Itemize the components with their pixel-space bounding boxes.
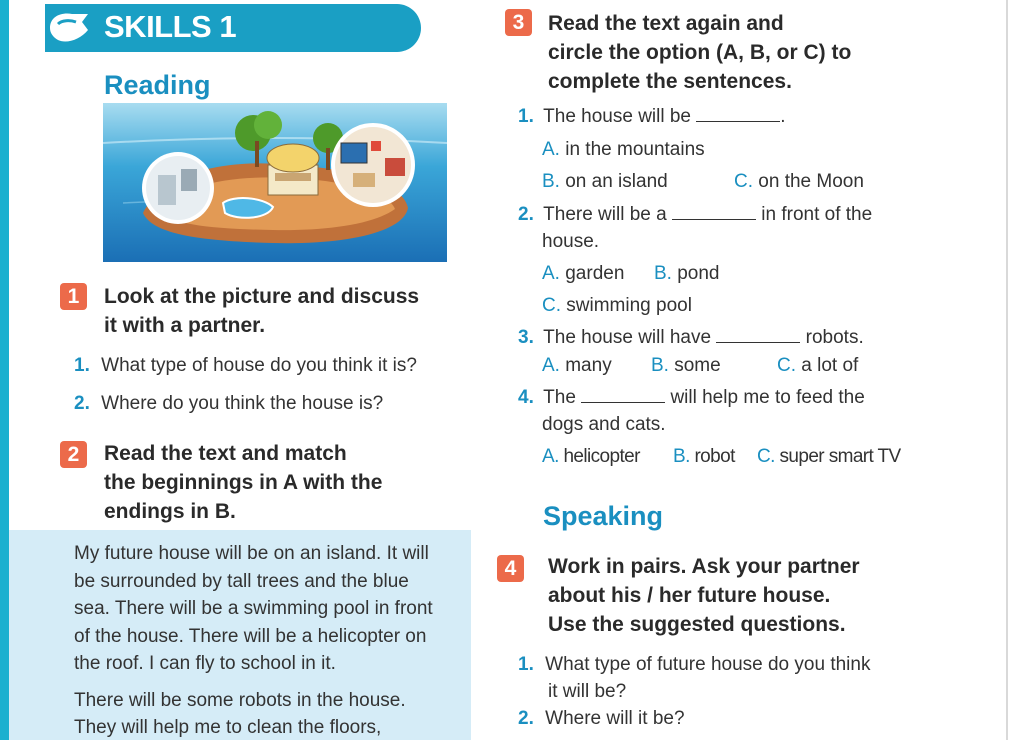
question-text: What type of future house do you think [545,654,871,675]
option [542,171,668,193]
task-4-line-1: Work in pairs. Ask your partner [548,555,860,578]
passage-line: There will be some robots in the house. [74,689,406,711]
option [542,295,692,317]
option-text: in the mountains [565,139,705,160]
task-3-badge: 3 [505,9,532,36]
island-house-illustration [103,103,447,262]
option-text: on an island [565,171,668,192]
item-text-after: robots. [805,327,864,348]
task-1-line-1: Look at the picture and discuss [104,285,420,308]
option-text: many [565,355,612,376]
task-1-line-2: it with a partner. [104,314,266,337]
question-number: 2. [518,708,534,729]
option-text: super smart TV [779,446,901,467]
question-text-continued: it will be? [548,681,627,702]
task-3-item-3 [518,327,864,349]
page-title: SKILLS 1 [104,9,237,44]
task-1-question [74,355,417,377]
item-text-before: The house will be [543,106,692,127]
reading-passage [74,540,433,742]
arrow-badge-icon [48,10,92,46]
option-letter: A. [542,263,560,284]
question-text: Where will it be? [545,708,685,729]
task-2-badge: 2 [60,441,87,468]
item-text-continued: house. [542,231,600,252]
option-letter: B. [673,446,690,467]
task-2-instruction [104,439,382,526]
answer-blank [696,121,780,122]
option-letter: C. [757,446,775,467]
option [542,263,624,285]
option-text: helicopter [563,446,640,467]
reading-heading: Reading [104,70,211,100]
question-number: 2. [74,393,90,414]
option-letter: C. [542,295,561,316]
task-1-badge: 1 [60,283,87,310]
task-4-instruction [548,552,860,639]
task-4-question [518,708,685,730]
passage-line: be surrounded by tall trees and the blue [74,570,409,592]
task-3-item-2 [518,204,872,226]
task-4-line-3: Use the suggested questions. [548,613,846,636]
task-3-item-4 [518,387,865,409]
task-2-line-1: Read the text and match [104,442,347,465]
option-text: swimming pool [566,295,692,316]
option-letter: B. [542,171,560,192]
option-text: some [674,355,721,376]
task-2-line-3: endings in B. [104,500,236,523]
passage-line: My future house will be on an island. It will [74,543,429,564]
item-text-after: . [780,106,786,127]
option-text: on the Moon [758,171,864,192]
answer-blank [672,219,756,220]
question-number: 1. [518,654,534,675]
option [757,446,901,468]
passage-line: the roof. I can fly to school in it. [74,653,336,674]
option [673,446,735,468]
item-text-after: will help me to feed the [670,387,865,408]
left-edge-bar [0,0,9,740]
question-text: What type of house do you think it is? [101,355,417,376]
task-2-line-2: the beginnings in A with the [104,471,383,494]
item-number: 1. [518,106,534,127]
item-number: 3. [518,327,534,348]
option-letter: A. [542,446,559,467]
item-number: 2. [518,204,534,225]
answer-blank [581,402,665,403]
option [542,355,612,377]
item-text-after: in front of the [761,204,873,225]
task-1-question [74,393,383,415]
speaking-heading: Speaking [543,501,664,531]
option [734,171,864,193]
task-3-line-2: circle the option (A, B, or C) to [548,41,852,64]
item-text-continued: dogs and cats. [542,414,666,435]
passage-line: They will help me to clean the floors, [74,717,382,738]
item-number: 4. [518,387,534,408]
item-text-before: There will be a [543,204,667,225]
task-4-line-2: about his / her future house. [548,584,831,607]
task-4-question [518,654,870,676]
page-edge-line [1006,0,1008,740]
item-text-before: The [543,387,576,408]
option-letter: A. [542,355,560,376]
option [542,139,705,161]
option-letter: C. [777,355,796,376]
item-text-before: The house will have [543,327,712,348]
option [777,355,858,377]
answer-blank [716,342,800,343]
option-text: a lot of [801,355,859,376]
task-3-item-1 [518,106,786,128]
passage-line: of the house. There will be a helicopter on [74,625,427,647]
option [651,355,721,377]
passage-line: sea. There will be a swimming pool in front [74,598,433,619]
option-text: robot [694,446,735,467]
task-1-instruction [104,282,419,340]
option-letter: B. [654,263,672,284]
option [542,446,640,468]
option-text: pond [677,263,720,284]
task-3-line-3: complete the sentences. [548,70,792,93]
option-letter: C. [734,171,753,192]
task-3-line-1: Read the text again and [548,12,784,35]
option-letter: B. [651,355,669,376]
task-4-badge: 4 [497,555,524,582]
task-3-instruction [548,9,851,96]
option-text: garden [565,263,625,284]
option [654,263,720,285]
question-text: Where do you think the house is? [101,393,384,414]
question-number: 1. [74,355,90,376]
option-letter: A. [542,139,560,160]
